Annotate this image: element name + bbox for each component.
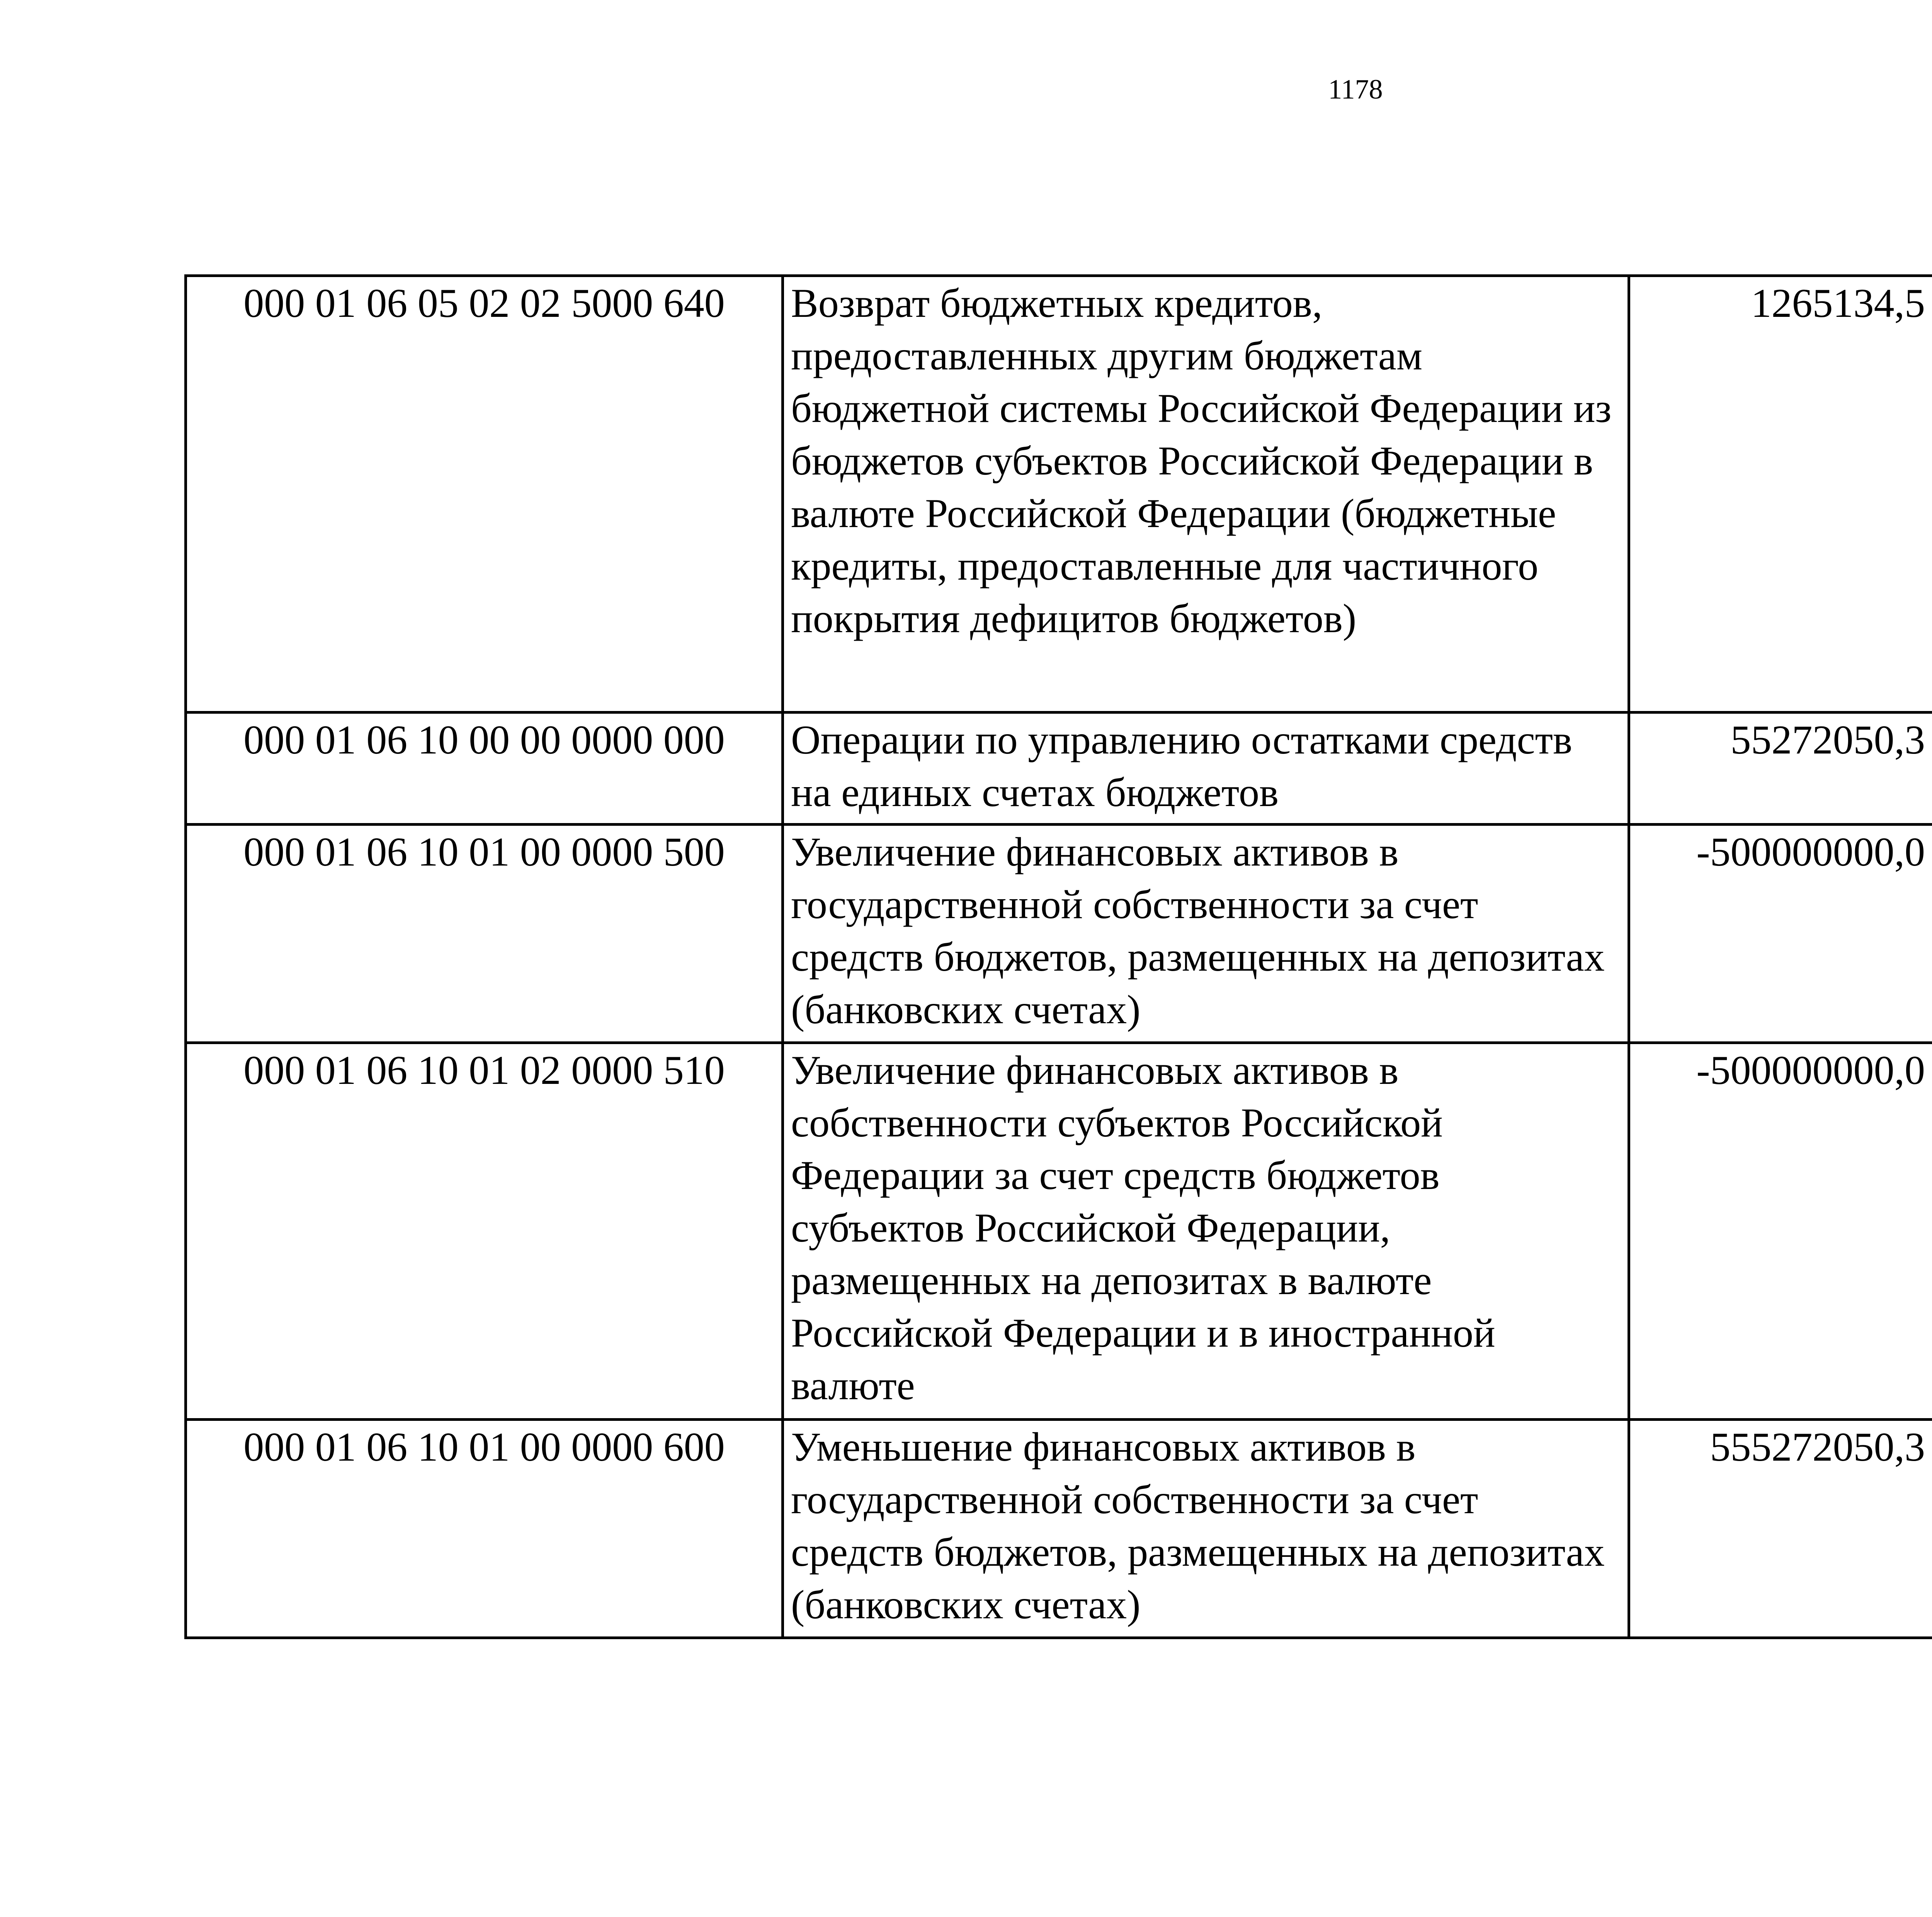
item-name-cell: Увеличение финансовых активов в собственности субъектов Российской Федерации за счет средств бюджетов субъектов Российской Федерации, размещенных на депозитах в валюте Российской Федерации и в иностранной валюте: [783, 1043, 1629, 1420]
table-row: [186, 1420, 1932, 1638]
budget-code-cell: 000 01 06 10 00 00 0000 000: [186, 713, 783, 825]
value-year-1-cell: -500000000,0: [1629, 825, 1932, 1043]
budget-code-cell: 000 01 06 10 01 00 0000 500: [186, 825, 783, 1043]
value-year-1-cell: 55272050,3: [1629, 713, 1932, 825]
item-name-cell: Увеличение финансовых активов в государственной собственности за счет средств бюджетов, размещенных на депозитах (банковских счетах): [783, 825, 1629, 1043]
page-number: 1178: [1328, 74, 1383, 105]
item-name-cell: Операции по управлению остатками средств на единых счетах бюджетов: [783, 713, 1629, 825]
table-row: [186, 276, 1932, 713]
budget-code-cell: 000 01 06 10 01 02 0000 510: [186, 1043, 783, 1420]
value-year-1-cell: 555272050,3: [1629, 1420, 1932, 1638]
budget-sources-table: [184, 274, 1932, 1639]
value-year-1-cell: 1265134,5: [1629, 276, 1932, 713]
item-name-cell: Возврат бюджетных кредитов, предоставленных другим бюджетам бюджетной системы Российской Федерации из бюджетов субъектов Российской Федерации в валюте Российской Федерации (бюджетные кредиты, предоставленные для частичного покрытия дефицитов бюджетов): [783, 276, 1629, 713]
table-row: [186, 825, 1932, 1043]
table-row: [186, 713, 1932, 825]
value-year-1-cell: -500000000,0: [1629, 1043, 1932, 1420]
budget-code-cell: 000 01 06 05 02 02 5000 640: [186, 276, 783, 713]
budget-code-cell: 000 01 06 10 01 00 0000 600: [186, 1420, 783, 1638]
table-row: [186, 1043, 1932, 1420]
item-name-cell: Уменьшение финансовых активов в государственной собственности за счет средств бюджетов, размещенных на депозитах (банковских счетах): [783, 1420, 1629, 1638]
